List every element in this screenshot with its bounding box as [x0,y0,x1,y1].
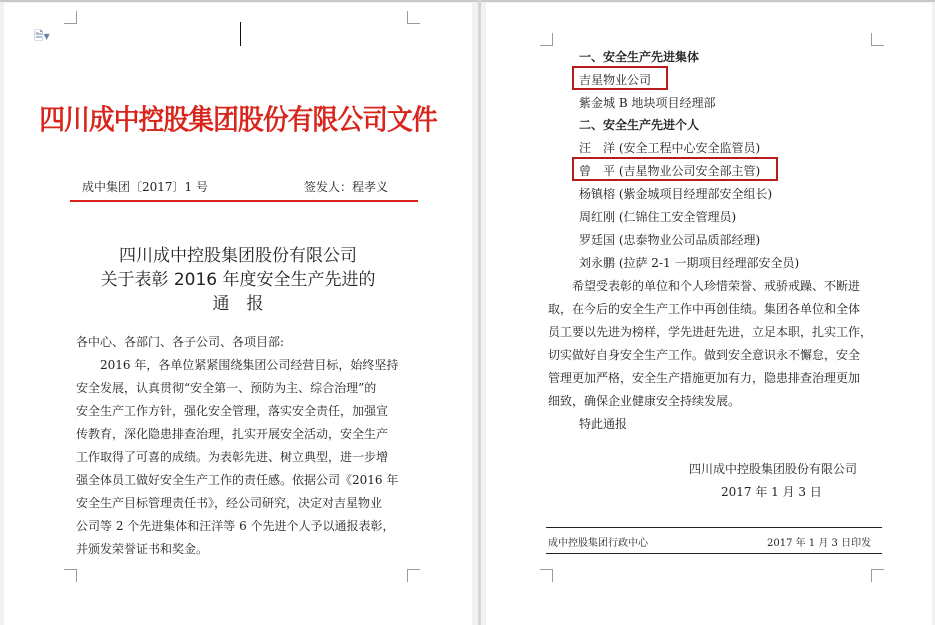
body-line: 安全发展，认真贯彻“安全第一、预防为主、综合治理”的 [76,381,377,395]
body-line: 细致，确保企业健康安全持续发展。 [548,394,741,408]
individual-item: 曾 平 (吉星物业公司安全部主管) [579,164,761,178]
body-line: 切实做好自身安全生产工作。做到安全意识永不懈怠，安全 [548,348,861,362]
text-cursor [240,22,241,46]
signer: 签发人：程孝义 [304,180,389,194]
crop-mark [64,569,77,582]
crop-mark [407,569,420,582]
crop-mark [871,569,884,582]
body-line: 传教育，深化隐患排查治理，扎实开展安全活动，安全生产 [76,427,389,441]
closing-line: 特此通报 [579,417,628,431]
crop-mark [407,11,420,24]
body-line: 希望受表彰的单位和个人珍惜荣誉、戒骄戒躁、不断进 [548,279,861,293]
crop-mark [540,569,553,582]
body-line: 安全生产目标管理责任书》，经公司研究，决定对吉星物业 [76,496,383,510]
body-line: 2016 年，各单位紧紧围绕集团公司经营目标，始终坚持 [76,358,399,372]
crop-mark [64,11,77,24]
body-line: 工作取得了可喜的成绩。为表彰先进、树立典型，进一步增 [76,450,389,464]
individual-item: 汪 洋 (安全工程中心安全监管员) [579,141,761,155]
individual-item: 周红刚 (仁锦住工安全管理员) [579,210,737,224]
window-top-border [0,0,935,2]
collective-item: 吉星物业公司 [579,73,652,87]
crop-mark [871,33,884,46]
notice-title-line: 通 报 [212,294,264,314]
document-icon[interactable]: 🗎▾ [34,29,50,43]
document-page-2 [486,3,932,625]
individual-item: 罗廷国 (忠泰物业公司品质部经理) [579,233,761,247]
footer-issue-date: 2017 年 1 月 3 日印发 [767,538,872,549]
signature-company: 四川成中控股集团股份有限公司 [689,462,858,476]
section-heading-collectives: 一、安全生产先进集体 [579,50,700,64]
footer-rule-top [546,527,882,528]
crop-mark [540,33,553,46]
body-line: 强全体员工做好安全生产工作的责任感。依据公司《2016 年 [76,473,399,487]
document-page-1 [4,3,472,625]
page-gap [478,0,481,625]
body-line: 取，在今后的安全生产工作中再创佳绩。集团各单位和全体 [548,302,861,316]
salutation: 各中心、各部门、各子公司、各项目部: [76,335,285,349]
highlight-box [572,157,778,181]
red-separator [70,200,418,202]
footer-issuer: 成中控股集团行政中心 [548,538,648,549]
signature-date: 2017 年 1 月 3 日 [721,485,822,499]
body-line: 公司等 2 个先进集体和汪洋等 6 个先进个人予以通报表彰， [76,519,395,533]
individual-item: 杨镇榕 (紫金城项目经理部安全组长) [579,187,773,201]
collective-item: 紫金城 B 地块项目经理部 [579,96,716,110]
notice-title-line: 四川成中控股集团股份有限公司 [119,246,357,266]
individual-item: 刘永鹏 (拉萨 2-1 一期项目经理部安全员) [579,256,800,270]
footer-rule-bottom [546,553,882,554]
highlight-box [572,66,668,90]
letterhead-title: 四川成中控股集团股份有限公司文件 [39,103,437,136]
body-line: 安全生产工作方针，强化安全管理，落实安全责任，加强宣 [76,404,389,418]
body-line: 管理更加严格，安全生产措施更加有力，隐患排查治理更加 [548,371,861,385]
section-heading-individuals: 二、安全生产先进个人 [579,118,700,132]
notice-title-line: 关于表彰 2016 年度安全生产先进的 [100,270,376,290]
document-number: 成中集团〔2017〕1 号 [82,180,208,194]
body-line: 并颁发荣誉证书和奖金。 [76,542,209,556]
body-line: 员工要以先进为榜样，学先进赶先进，立足本职，扎实工作， [548,325,873,339]
